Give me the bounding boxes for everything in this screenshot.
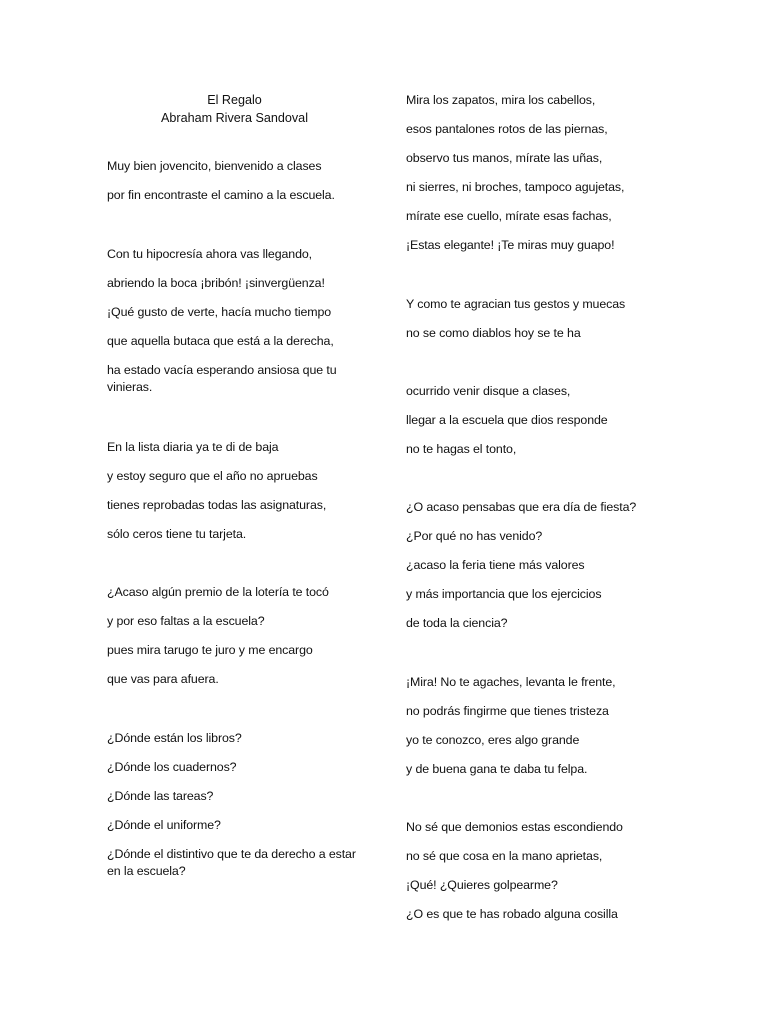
poem-line: ¿acaso la feria tiene más valores bbox=[406, 558, 585, 572]
poem-line: ¿Dónde el uniforme? bbox=[107, 818, 221, 832]
poem-line: ¿Acaso algún premio de la lotería te tocó bbox=[107, 585, 329, 599]
poem-line: no te hagas el tonto, bbox=[406, 442, 517, 456]
poem-line: Con tu hipocresía ahora vas llegando, bbox=[107, 247, 313, 261]
poem-author: Abraham Rivera Sandoval bbox=[160, 111, 308, 125]
poem-line: no sé que cosa en la mano aprietas, bbox=[406, 849, 603, 863]
poem-line: En la lista diaria ya te di de baja bbox=[107, 440, 279, 454]
poem-line: y por eso faltas a la escuela? bbox=[107, 614, 265, 628]
poem-line: y más importancia que los ejercicios bbox=[406, 587, 602, 601]
poem-line: abriendo la boca ¡bribón! ¡sinvergüenza! bbox=[107, 276, 325, 290]
poem-line: No sé que demonios estas escondiendo bbox=[406, 820, 623, 834]
poem-line: que vas para afuera. bbox=[107, 672, 219, 686]
poem-line: y estoy seguro que el año no apruebas bbox=[107, 469, 318, 483]
poem-line: ¿Dónde las tareas? bbox=[107, 789, 214, 803]
poem-line: ¡Estas elegante! ¡Te miras muy guapo! bbox=[406, 238, 615, 252]
poem-line: por fin encontraste el camino a la escuela. bbox=[107, 188, 335, 202]
poem-line: ocurrido venir disque a clases, bbox=[406, 384, 571, 398]
poem-line: ni sierres, ni broches, tampoco agujetas, bbox=[406, 180, 625, 194]
poem-line: ha estado vacía esperando ansiosa que tu vinieras. bbox=[107, 363, 337, 394]
poem-line: sólo ceros tiene tu tarjeta. bbox=[107, 527, 247, 541]
poem-line: mírate ese cuello, mírate esas fachas, bbox=[406, 209, 612, 223]
poem-title: El Regalo bbox=[207, 93, 262, 107]
poem-line: ¿Dónde están los libros? bbox=[107, 731, 242, 745]
poem-line: ¡Qué! ¿Quieres golpearme? bbox=[406, 878, 558, 892]
poem-line: ¡Mira! No te agaches, levanta le frente, bbox=[406, 675, 616, 689]
poem-line: ¿Dónde el distintivo que te da derecho a estar en la escuela? bbox=[107, 847, 356, 878]
poem-line: ¿Por qué no has venido? bbox=[406, 529, 543, 543]
poem-line: tienes reprobadas todas las asignaturas, bbox=[107, 498, 327, 512]
poem-line: ¿O es que te has robado alguna cosilla bbox=[406, 907, 618, 921]
poem-line: yo te conozco, eres algo grande bbox=[406, 733, 580, 747]
poem-line: Muy bien jovencito, bienvenido a clases bbox=[107, 159, 322, 173]
poem-line: Y como te agracian tus gestos y muecas bbox=[406, 297, 626, 311]
poem-line: pues mira tarugo te juro y me encargo bbox=[107, 643, 313, 657]
poem-line: de toda la ciencia? bbox=[406, 616, 508, 630]
poem-line: no se como diablos hoy se te ha bbox=[406, 326, 581, 340]
poem-line: llegar a la escuela que dios responde bbox=[406, 413, 608, 427]
poem-line: observo tus manos, mírate las uñas, bbox=[406, 151, 603, 165]
poem-line: no podrás fingirme que tienes tristeza bbox=[406, 704, 609, 718]
poem-line: ¿O acaso pensabas que era día de fiesta? bbox=[406, 500, 637, 514]
poem-line: y de buena gana te daba tu felpa. bbox=[406, 762, 588, 776]
poem-line: ¿Dónde los cuadernos? bbox=[107, 760, 237, 774]
poem-line: Mira los zapatos, mira los cabellos, bbox=[406, 93, 596, 107]
poem-line: ¡Qué gusto de verte, hacía mucho tiempo bbox=[107, 305, 332, 319]
poem-line: que aquella butaca que está a la derecha, bbox=[107, 334, 334, 348]
poem-line: esos pantalones rotos de las piernas, bbox=[406, 122, 608, 136]
